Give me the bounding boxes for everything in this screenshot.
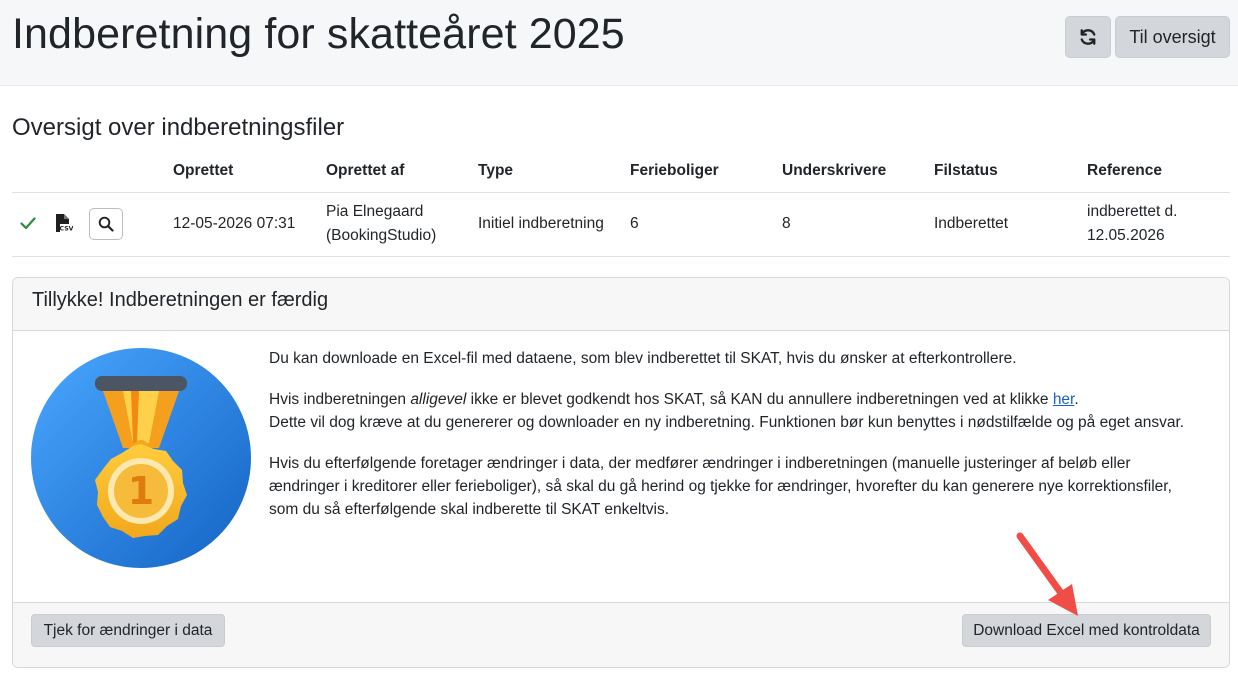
medal-number: 1 <box>127 469 155 513</box>
refresh-button[interactable] <box>1065 16 1111 58</box>
cell-underskrivere: 8 <box>782 215 791 232</box>
cancel-link[interactable]: her <box>1052 391 1075 408</box>
refresh-icon <box>1078 27 1098 47</box>
annotation-arrow-icon <box>1010 528 1090 620</box>
top-bar <box>0 0 1238 86</box>
paragraph-download-info: Du kan downloade en Excel-fil med dataene, som blev indberettet til SKAT, hvis du ønsker at efterkontrollere. <box>269 350 1017 367</box>
column-header-reference: Reference <box>1087 162 1162 179</box>
download-excel-button[interactable]: Download Excel med kontroldata <box>962 614 1211 647</box>
svg-text:CSV: CSV <box>59 225 73 233</box>
column-header-oprettet-af: Oprettet af <box>326 162 405 179</box>
cell-filstatus: Indberettet <box>934 215 1009 232</box>
cell-oprettet-af-line1: Pia Elnegaard <box>326 203 424 220</box>
cell-oprettet: 12-05-2026 07:31 <box>173 215 296 232</box>
paragraph-changes-line2: ændringer i kreditorer eller ferieboliger), så skal du gå herind og tjekke for ændringer, hvorefter du kan generere nye korrektionsfiler, <box>269 478 1172 495</box>
paragraph-cancel-warning: Dette vil dog kræve at du genererer og downloader en ny indberetning. Funktionen bør kun benyttes i nødstilfælde og på eget ansvar. <box>269 414 1185 431</box>
csv-file-icon[interactable] <box>53 213 73 233</box>
paragraph-changes-line3: som du så efterfølgende skal indberette til SKAT enkeltvis. <box>269 501 670 518</box>
overview-button[interactable]: Til oversigt <box>1115 16 1230 58</box>
section-title: Oversigt over indberetningsfiler <box>12 114 345 141</box>
cell-reference-line1: indberettet d. <box>1087 203 1178 220</box>
card-title: Tillykke! Indberetningen er færdig <box>32 289 329 311</box>
page-title: Indberetning for skatteåret 2025 <box>12 10 625 58</box>
card-header <box>13 278 1229 331</box>
check-changes-button[interactable]: Tjek for ændringer i data <box>31 614 225 647</box>
view-file-button[interactable] <box>89 208 123 240</box>
column-header-underskrivere: Underskrivere <box>782 162 887 179</box>
table-header-divider <box>12 192 1230 193</box>
cell-oprettet-af-line2: (BookingStudio) <box>326 227 437 244</box>
paragraph-changes-line1: Hvis du efterfølgende foretager ændringer i data, der medfører ændringer i indberetningen (manuelle justeringer af beløb eller <box>269 455 1131 472</box>
check-icon <box>19 214 37 232</box>
cell-reference-line2: 12.05.2026 <box>1087 227 1165 244</box>
cell-type: Initiel indberetning <box>478 215 604 232</box>
cell-ferieboliger: 6 <box>630 215 639 232</box>
column-header-oprettet: Oprettet <box>173 162 234 179</box>
table-bottom-divider <box>12 256 1230 257</box>
search-icon <box>98 216 114 232</box>
column-header-type: Type <box>478 162 514 179</box>
column-header-ferieboliger: Ferieboliger <box>630 162 719 179</box>
medal-icon <box>31 348 251 568</box>
paragraph-cancel-info: Hvis indberetningen alligevel ikke er blevet godkendt hos SKAT, så KAN du annullere indberetningen ved at klikke her. <box>269 391 1079 408</box>
column-header-filstatus: Filstatus <box>934 162 998 179</box>
